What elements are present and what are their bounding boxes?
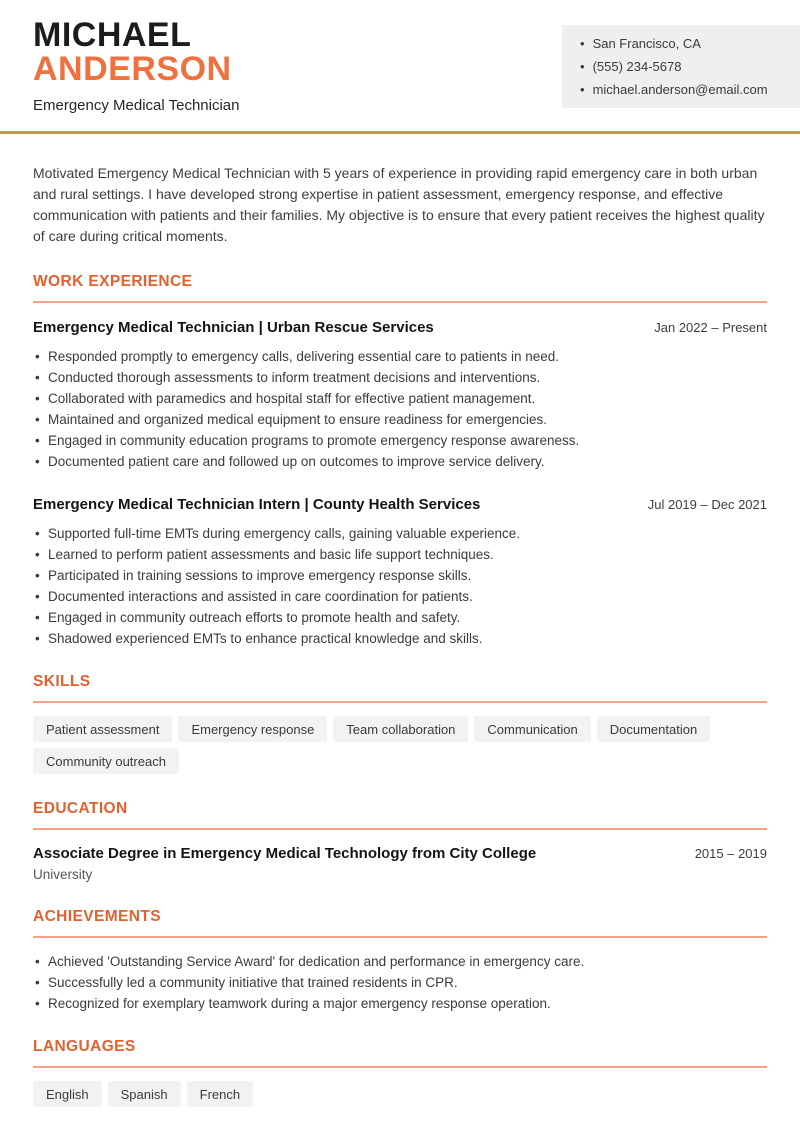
contact-item [580, 32, 786, 55]
skill-tag: Team collaboration [333, 716, 468, 742]
skill-tag: Community outreach [33, 748, 179, 774]
header-divider [0, 131, 800, 134]
job-entry [33, 319, 767, 470]
job-bullet-item: • Participated in training sessions to improve emergency response skills. [33, 567, 767, 584]
section-divider [33, 701, 767, 703]
work-experience-heading: WORK EXPERIENCE [33, 273, 193, 290]
education-institution-type: University [33, 867, 93, 882]
skill-tag: Emergency response [178, 716, 327, 742]
job-bullet-item: • Documented interactions and assisted in care coordination for patients. [33, 588, 767, 605]
language-tag: English [33, 1081, 102, 1107]
job-bullet-item: • Responded promptly to emergency calls, delivering essential care to patients in need. [33, 348, 767, 365]
last-name: ANDERSON [33, 50, 232, 88]
job-bullet-list [33, 525, 767, 647]
section-divider [33, 936, 767, 938]
skill-tag: Communication [474, 716, 590, 742]
job-bullet-item: • Documented patient care and followed up on outcomes to improve service delivery. [33, 453, 767, 470]
language-tag: Spanish [108, 1081, 181, 1107]
bullet-dot-icon: • [580, 82, 585, 97]
education-heading: EDUCATION [33, 800, 128, 817]
job-bullet-item: • Supported full-time EMTs during emergency calls, gaining valuable experience. [33, 525, 767, 542]
section-divider [33, 828, 767, 830]
job-bullet-item: • Learned to perform patient assessments and basic life support techniques. [33, 546, 767, 563]
contact-text: (555) 234-5678 [592, 59, 682, 74]
job-bullet-item: • Engaged in community education programs to promote emergency response awareness. [33, 432, 767, 449]
skills-tag-list [33, 716, 767, 774]
section-divider [33, 1066, 767, 1068]
job-bullet-item: • Collaborated with paramedics and hospital staff for effective patient management. [33, 390, 767, 407]
job-bullet-item: • Conducted thorough assessments to inform treatment decisions and interventions. [33, 369, 767, 386]
first-name: MICHAEL [33, 16, 192, 54]
contact-item [580, 78, 786, 101]
education-entry-header [33, 845, 767, 862]
section-education [33, 800, 767, 882]
languages-heading: LANGUAGES [33, 1038, 136, 1055]
section-work-experience [33, 273, 767, 647]
achievement-bullet-item: • Achieved 'Outstanding Service Award' for dedication and performance in emergency care. [33, 953, 767, 970]
job-bullet-item: • Engaged in community outreach efforts to promote health and safety. [33, 609, 767, 626]
bullet-dot-icon: • [580, 36, 585, 51]
education-dates: 2015 – 2019 [694, 846, 767, 861]
achievement-bullet-item: • Successfully led a community initiative that trained residents in CPR. [33, 974, 767, 991]
achievements-heading: ACHIEVEMENTS [33, 908, 161, 925]
candidate-name [33, 18, 240, 86]
section-skills [33, 673, 767, 774]
education-entry [33, 845, 767, 882]
achievements-bullet-list [33, 953, 767, 1012]
candidate-job-title: Emergency Medical Technician [33, 97, 240, 114]
achievement-bullet-item: • Recognized for exemplary teamwork during a major emergency response operation. [33, 995, 767, 1012]
job-entry-title: Emergency Medical Technician | Urban Rescue Services [33, 319, 434, 336]
section-divider [33, 301, 767, 303]
job-bullet-item: • Shadowed experienced EMTs to enhance practical knowledge and skills. [33, 630, 767, 647]
resume-body [0, 163, 800, 1107]
job-entry-header [33, 319, 767, 336]
education-degree: Associate Degree in Emergency Medical Technology from City College [33, 845, 537, 862]
contact-item [580, 55, 786, 78]
contact-text: michael.anderson@email.com [592, 82, 768, 97]
languages-tag-list [33, 1081, 767, 1107]
job-entry-header [33, 496, 767, 513]
skills-heading: SKILLS [33, 673, 91, 690]
job-bullet-item: • Maintained and organized medical equipment to ensure readiness for emergencies. [33, 411, 767, 428]
language-tag: French [187, 1081, 253, 1107]
contact-list [580, 32, 786, 101]
contact-box [562, 25, 800, 108]
section-achievements [33, 908, 767, 1012]
contact-text: San Francisco, CA [592, 36, 701, 51]
job-entry-dates: Jan 2022 – Present [654, 320, 767, 335]
bullet-dot-icon: • [580, 59, 585, 74]
skill-tag: Patient assessment [33, 716, 172, 742]
name-block [33, 18, 240, 115]
job-entry-title: Emergency Medical Technician Intern | County Health Services [33, 496, 481, 513]
job-bullet-list [33, 348, 767, 470]
job-entry-dates: Jul 2019 – Dec 2021 [647, 497, 767, 512]
section-languages [33, 1038, 767, 1107]
resume-header [0, 0, 800, 115]
job-entry [33, 496, 767, 647]
skill-tag: Documentation [597, 716, 710, 742]
summary-paragraph: Motivated Emergency Medical Technician with 5 years of experience in providing rapid emergency care in both urban and rural settings. I have developed strong expertise in patient assessment, emergency response, and effective communication with patients and their families. My objective is to ensure that every patient receives the highest quality of care during critical moments. [33, 165, 765, 244]
